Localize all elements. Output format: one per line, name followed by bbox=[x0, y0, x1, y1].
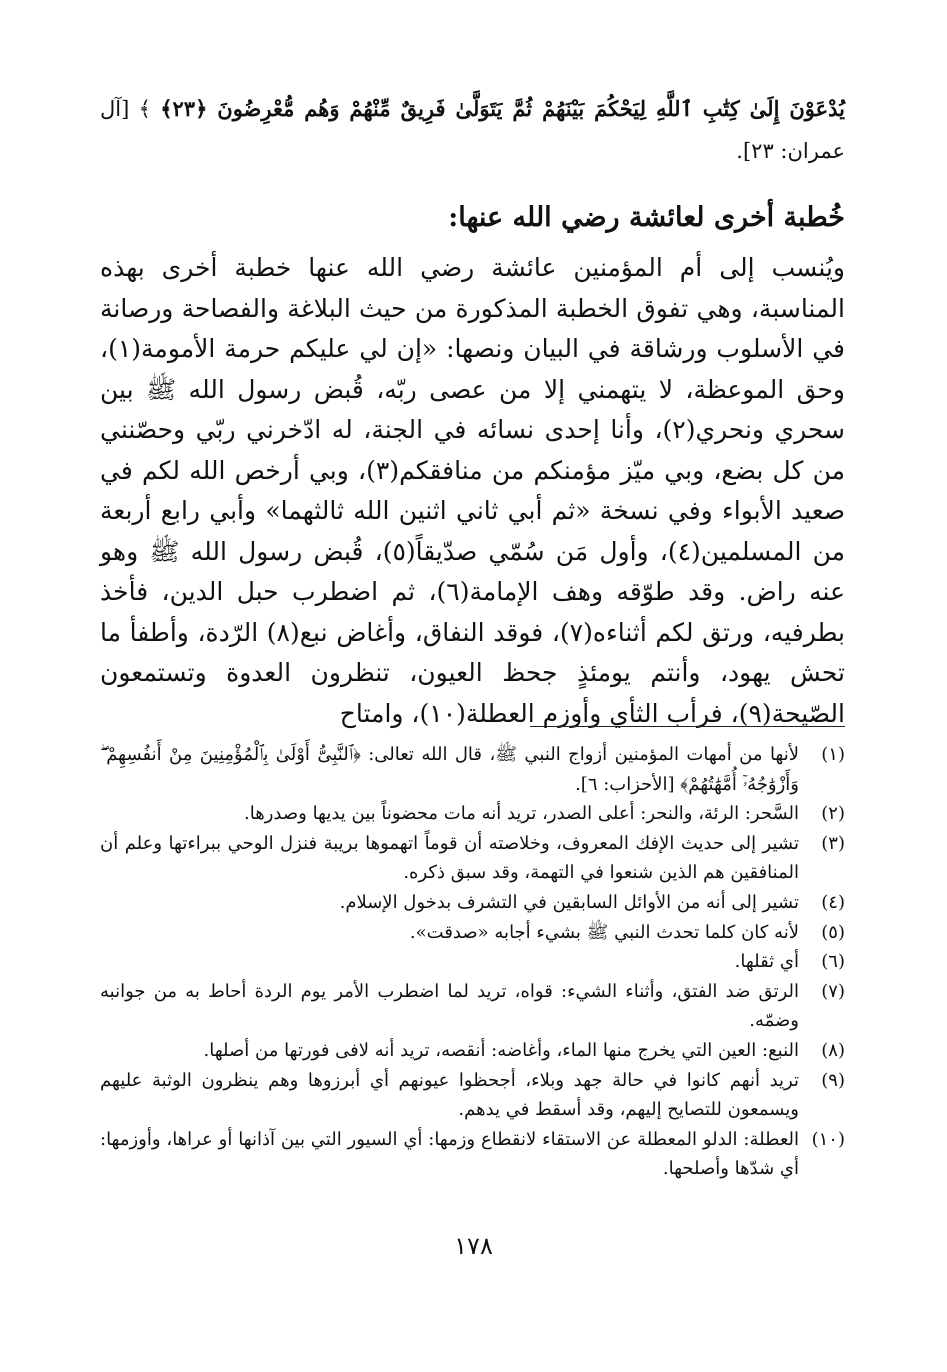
footnote-item bbox=[100, 799, 845, 829]
footnote-text: تشير إلى أنه من الأوائل السابقين في التشرف بدخول الإسلام. bbox=[339, 891, 799, 913]
verse-reference: ﴾ [آل عمران: ٢٣]. bbox=[100, 97, 845, 163]
section-heading: خُطبة أخرى لعائشة رضي الله عنها: bbox=[448, 202, 845, 233]
footnote-text: النبع: العين التي يخرج منها الماء، وأغاضه: أنقصه، تريد أنه لافى فورتها من أصلها. bbox=[203, 1039, 799, 1061]
footnote-text: لأنها من أمهات المؤمنين أزواج النبي ﷺ، قال الله تعالى: ﴿ٱلنَّبِىُّ أَوْلَىٰ بِٱلْمُؤْمِنِينَ مِنْ أَنفُسِهِمْ ۖ وَأَزْوَٰجُهُۥٓ أُمَّهَٰتُهُمْ﴾ [الأحزاب: ٦]. bbox=[100, 744, 799, 795]
quran-verse-text: يُدْعَوْنَ إِلَىٰ كِتَٰبِ ٱللَّهِ لِيَحْكُمَ بَيْنَهُمْ ثُمَّ يَتَوَلَّىٰ فَرِيقٌ مِّنْهُمْ وَهُم مُّعْرِضُونَ ﴿٢٣﴾ bbox=[160, 96, 846, 121]
footnote-text: لأنه كان كلما تحدث النبي ﷺ بشيء أجابه «صدقت». bbox=[409, 921, 799, 943]
body-paragraph: ويُنسب إلى أم المؤمنين عائشة رضي الله عنها خطبة أخرى بهذه المناسبة، وهي تفوق الخطبة المذكورة من حيث البلاغة والفصاحة ورصانة في الأسلوب ورشاقة في البيان ونصها: «إن لي عليكم حرمة الأمومة(١)، وحق الموعظة، لا يتهمني إلا من عصى ربّه، قُبض رسول الله ﷺ بين سحري ونحري(٢)، وأنا إحدى نسائه في الجنة، له ادّخرني ربّي وحصّنني من كل بضع، وبي ميّز مؤمنكم من منافقكم(٣)، وبي أرخص الله لكم في صعيد الأبواء وفي نسخة «ثم أبي ثاني اثنين الله ثالثهما» وأبي رابع أربعة من المسلمين(٤)، وأول مَن سُمّي صدّيقاً(٥)، قُبض رسول الله ﷺ وهو عنه راض. وقد طوّقه وهف الإمامة(٦)، ثم اضطرب حبل الدين، فأخذ بطرفيه، ورتق لكم أثناءه(٧)، فوقد النفاق، وأغاض نبع(٨) الرّدة، وأطفأ ما تحش يهود، وأنتم يومئذٍ جحظ العيون، تنظرون العدوة وتستمعون الصّيحة(٩)، فرأب الثأي وأوزم العطلة(١٠)، وامتاح bbox=[100, 253, 846, 728]
footnote-number: (٨) bbox=[821, 1039, 845, 1061]
page-number: ١٧٨ bbox=[454, 1232, 493, 1260]
footnote-number: (٣) bbox=[821, 832, 845, 854]
footnotes-section bbox=[100, 740, 845, 1184]
footnote-item bbox=[100, 888, 845, 918]
footnote-item bbox=[100, 977, 845, 1036]
footnote-text: أي ثقلها. bbox=[734, 951, 799, 973]
footnote-number: (٩) bbox=[821, 1069, 845, 1091]
footnote-item bbox=[100, 1066, 845, 1125]
footnote-text: تشير إلى حديث الإفك المعروف، وخلاصته أن قوماً اتهموها بريبة فنزل الوحي ببراءتها وعلم أن المنافقين هم الذين شنعوا في التهمة، وقد سبق ذكره. bbox=[100, 832, 799, 884]
footnote-number: (٢) bbox=[821, 803, 845, 825]
footnote-item bbox=[100, 829, 845, 888]
footnote-item bbox=[100, 918, 845, 948]
footnote-item bbox=[100, 1036, 845, 1066]
footnote-divider bbox=[530, 726, 845, 727]
footnote-item bbox=[100, 947, 845, 977]
footnote-number: (٦) bbox=[821, 951, 845, 973]
page-content bbox=[100, 88, 845, 734]
footnote-number: (٧) bbox=[821, 980, 845, 1002]
footnote-number: (١) bbox=[821, 744, 845, 765]
footnote-item bbox=[100, 740, 845, 799]
footnote-item bbox=[100, 1125, 845, 1184]
footnote-number: (١٠) bbox=[811, 1128, 845, 1150]
footnote-text: تريد أنهم كانوا في حالة جهد وبلاء، أجحظوا عيونهم أي أبرزوها وهم ينظرون الوثبة عليهم ويسمعون للتصايح إليهم، وقد أسقط في يدهم. bbox=[100, 1069, 799, 1121]
footnote-text: العطلة: الدلو المعطلة عن الاستقاء لانقطاع وزمها: أي السيور التي بين آذانها أو عراها، وأوزمها: أي شدّها وأصلحها. bbox=[100, 1128, 799, 1180]
footnote-text: السَّحر: الرئة، والنحر: أعلى الصدر، تريد أنه مات محضوناً بين يديها وصدرها. bbox=[244, 803, 799, 825]
footnote-number: (٥) bbox=[821, 921, 845, 943]
footnote-number: (٤) bbox=[821, 891, 845, 913]
footnote-text: الرتق ضد الفتق، وأثناء الشيء: قواه، تريد لما اضطرب الأمر يوم الردة أحاط به من جوانبه وضمّه. bbox=[100, 980, 800, 1032]
quran-verse-line bbox=[100, 88, 845, 172]
